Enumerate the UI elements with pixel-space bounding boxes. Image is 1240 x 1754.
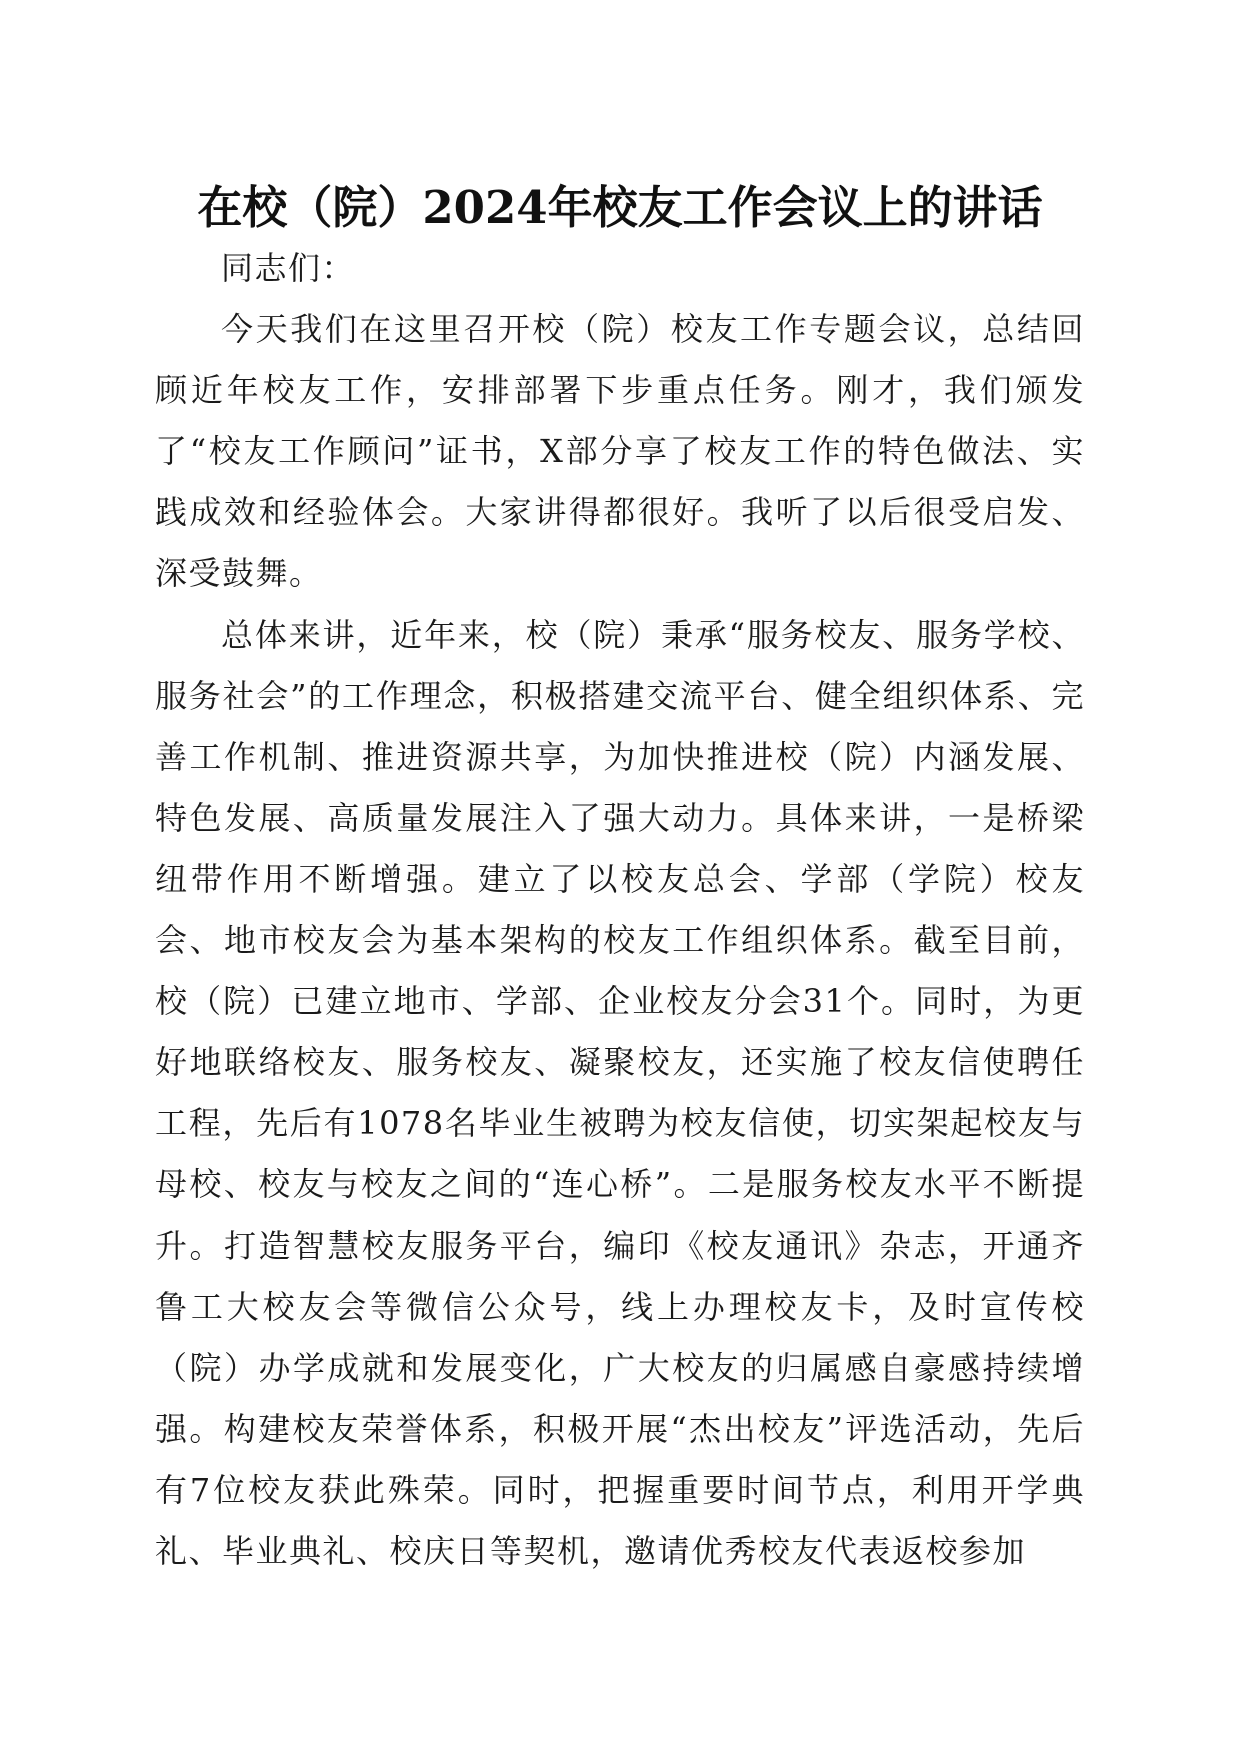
paragraph-2: 总体来讲，近年来，校（院）秉承“服务校友、服务学校、服务社会”的工作理念，积极搭建交流平台、健全组织体系、完善工作机制、推进资源共享，为加快推进校（院）内涵发展、特色发展、高质量发展注入了强大动力。具体来讲，一是桥梁纽带作用不断增强。建立了以校友总会、学部（学院）校友会、地市校友会为基本架构的校友工作组织体系。截至目前，校（院）已建立地市、学部、企业校友分会31个。同时，为更好地联络校友、服务校友、凝聚校友，还实施了校友信使聘任工程，先后有1078名毕业生被聘为校友信使，切实架起校友与母校、校友与校友之间的“连心桥”。二是服务校友水平不断提升。打造智慧校友服务平台，编印《校友通讯》杂志，开通齐鲁工大校友会等微信公众号，线上办理校友卡，及时宣传校（院）办学成就和发展变化，广大校友的归属感自豪感持续增强。构建校友荣誉体系，积极开展“杰出校友”评选活动，先后有7位校友获此殊荣。同时，把握重要时间节点，利用开学典礼、毕业典礼、校庆日等契机，邀请优秀校友代表返校参加 <box>155 615 1085 1570</box>
document-body <box>155 238 1085 1582</box>
salutation: 同志们： <box>221 249 356 287</box>
document-title: 在校（院）2024年校友工作会议上的讲话 <box>197 181 1043 234</box>
paragraph-1: 今天我们在这里召开校（院）校友工作专题会议，总结回顾近年校友工作，安排部署下步重点任务。刚才，我们颁发了“校友工作顾问”证书，X部分享了校友工作的特色做法、实践成效和经验体会。大家讲得都很好。我听了以后很受启发、深受鼓舞。 <box>155 310 1085 593</box>
